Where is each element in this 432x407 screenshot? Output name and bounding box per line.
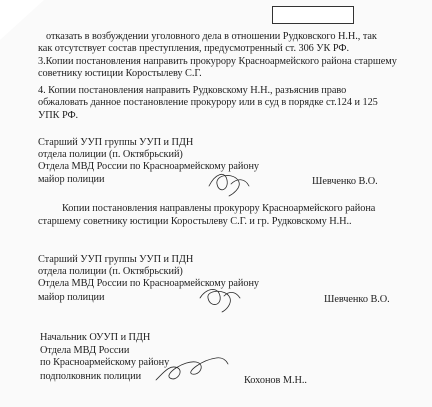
sig3-name: Кохонов М.Н.. — [244, 375, 307, 386]
handwritten-signature-1 — [205, 166, 255, 200]
sig1-ministry: Отдела МВД России по Красноармейскому району — [38, 161, 260, 172]
folded-corner — [0, 0, 44, 40]
order-item-3-line-2: советнику юстиции Коростылеву С.Г. — [38, 68, 202, 79]
sig3-ministry: Отдела МВД России — [40, 345, 130, 356]
order-item-3-line-1: 3.Копии постановления направить прокурору Красноармейского района старшему — [38, 56, 397, 67]
order-item-4-line-3: УПК РФ. — [38, 110, 79, 121]
sig2-name: Шевченко В.О. — [324, 294, 390, 305]
handwritten-signature-2 — [196, 280, 244, 314]
redaction-box — [272, 6, 354, 24]
order-item-2-line-1: отказать в возбуждении уголовного дела в отношении Рудковского Н.Н., так — [46, 31, 377, 42]
notice-line-2: старшему советнику юстиции Коростылеву С.Г. и гр. Рудковскому Н.Н.. — [38, 216, 352, 227]
sig3-rank: подполковник полиции — [40, 371, 142, 382]
sig1-rank: майор полиции — [38, 174, 105, 185]
sig1-name: Шевченко В.О. — [312, 176, 378, 187]
sig1-position: Старший УУП группы УУП и ПДН — [38, 137, 194, 148]
sig2-rank: майор полиции — [38, 292, 105, 303]
order-item-4-line-2: обжаловать данное постановление прокурору или в суд в порядке ст.124 и 125 — [38, 97, 378, 108]
sig1-department: отдела полиции (п. Октябрьский) — [38, 149, 183, 160]
sig3-position: Начальник ОУУП и ПДН — [40, 332, 151, 343]
sig2-ministry: Отдела МВД России по Красноармейскому району — [38, 278, 260, 289]
sig2-department: отдела полиции (п. Октябрьский) — [38, 266, 183, 277]
notice-line-1: Копии постановления направлены прокурору Красноармейского района — [62, 203, 376, 214]
order-item-4-line-1: 4. Копии постановления направить Рудковскому Н.Н., разъяснив право — [38, 85, 347, 96]
sig2-position: Старший УУП группы УУП и ПДН — [38, 254, 194, 265]
order-item-2-line-2: как отсутствует состав преступления, предусмотренный ст. 306 УК РФ. — [38, 43, 350, 54]
handwritten-signature-3 — [150, 350, 232, 390]
sig3-district: по Красноармейскому району — [40, 357, 170, 368]
